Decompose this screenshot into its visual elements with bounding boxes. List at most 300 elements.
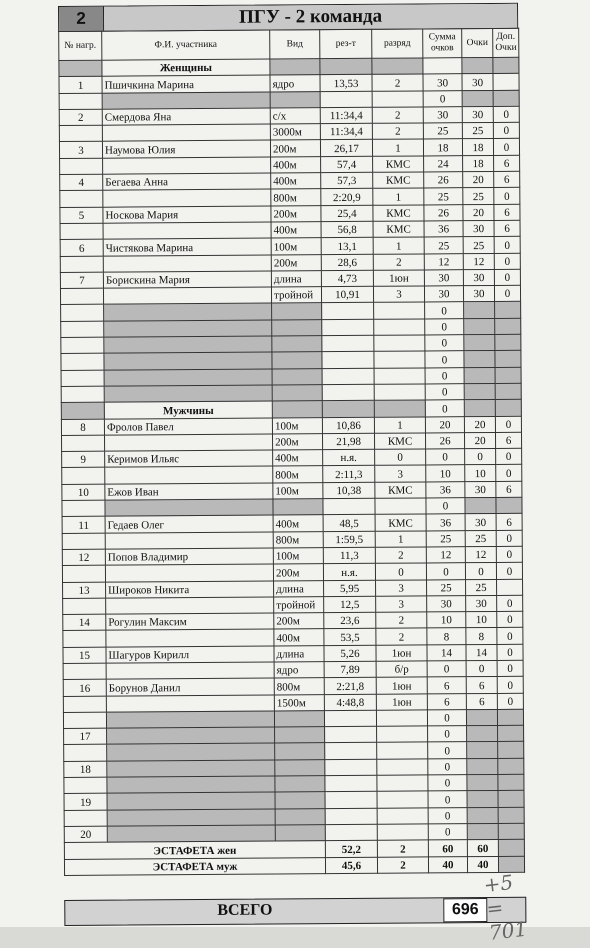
cell-result: 13,53 <box>320 75 372 92</box>
cell-rank: 1юн <box>373 270 424 287</box>
section-extra-cell <box>495 400 521 416</box>
cell-num: 19 <box>64 794 107 811</box>
cell-extra <box>493 90 519 106</box>
cell-name <box>103 189 271 206</box>
cell-extra: 0 <box>497 628 523 644</box>
cell-rank: 1юн <box>376 677 427 694</box>
cell-extra: 0 <box>493 122 519 138</box>
cell-num: 1 <box>59 76 102 93</box>
cell-sum: 0 <box>428 758 467 775</box>
cell-sum: 36 <box>426 514 465 531</box>
header-event: Вид <box>270 30 320 59</box>
cell-rank: 2 <box>373 254 424 271</box>
cell-rank: 2 <box>376 628 427 645</box>
cell-result: 7,89 <box>324 661 376 678</box>
cell-sum: 26 <box>424 172 463 189</box>
cell-num <box>62 468 105 485</box>
section-sum-cell <box>423 58 462 75</box>
cell-rank: 2 <box>376 612 427 629</box>
cell-points <box>462 90 493 107</box>
cell-extra <box>495 383 521 399</box>
cell-name <box>107 760 275 777</box>
section-title: Женщины <box>102 59 270 76</box>
cell-rank: 1 <box>374 416 425 433</box>
cell-rank <box>377 775 428 792</box>
section-points-cell <box>462 57 493 74</box>
cell-name <box>105 499 273 516</box>
results-table <box>58 28 525 876</box>
cell-points <box>467 726 498 743</box>
cell-extra: 0 <box>496 562 522 578</box>
cell-rank: КМС <box>373 156 424 173</box>
cell-rank <box>372 91 423 108</box>
cell-sum: 0 <box>428 807 467 824</box>
header-result: рез-т <box>320 29 372 58</box>
cell-event: тройной <box>274 596 324 613</box>
cell-num <box>61 435 104 452</box>
cell-event <box>275 743 325 760</box>
cell-extra: 0 <box>497 677 523 693</box>
total-row <box>64 897 526 926</box>
cell-extra: 0 <box>494 237 520 253</box>
cell-name: Гедаев Олег <box>105 515 273 532</box>
cell-result <box>325 808 377 825</box>
cell-event: ядро <box>274 662 324 679</box>
cell-event: 400м <box>273 515 323 532</box>
cell-result: 10,38 <box>323 482 375 499</box>
relay-points: 60 <box>467 840 498 857</box>
cell-points <box>464 383 495 400</box>
cell-num: 2 <box>59 109 102 126</box>
cell-points: 20 <box>463 172 494 189</box>
cell-points: 30 <box>463 269 494 286</box>
cell-event: длина <box>274 580 324 597</box>
cell-result <box>322 319 374 336</box>
cell-rank: 3 <box>376 579 427 596</box>
cell-name: Борунов Данил <box>106 678 274 695</box>
cell-result <box>322 335 374 352</box>
cell-points <box>464 367 495 384</box>
cell-sum: 20 <box>425 416 464 433</box>
cell-event <box>275 759 325 776</box>
cell-extra: 0 <box>494 285 520 301</box>
relay-result: 52,2 <box>325 841 377 858</box>
cell-num: 4 <box>60 174 103 191</box>
cell-event: 200м <box>274 613 324 630</box>
cell-result <box>325 726 377 743</box>
cell-num: 11 <box>62 516 105 533</box>
cell-extra <box>498 725 524 741</box>
section-event-cell <box>270 59 320 76</box>
cell-extra <box>493 74 519 90</box>
relay-extra <box>498 840 524 856</box>
section-sum-cell: 0 <box>425 400 464 417</box>
cell-num: 17 <box>64 728 107 745</box>
cell-num: 13 <box>63 582 106 599</box>
cell-event: 400м <box>271 222 321 239</box>
cell-name <box>106 711 274 728</box>
cell-extra: 0 <box>496 448 522 464</box>
cell-points: 20 <box>463 204 494 221</box>
cell-extra <box>495 367 521 383</box>
cell-event: с/х <box>270 108 320 125</box>
cell-sum: 24 <box>424 155 463 172</box>
cell-rank: КМС <box>373 205 424 222</box>
cell-extra <box>495 334 521 350</box>
cell-result: 11,3 <box>323 547 375 564</box>
team-title: ПГУ - 2 команда <box>104 4 517 31</box>
cell-extra <box>497 579 523 595</box>
cell-rank <box>376 710 427 727</box>
cell-event: 200м <box>273 564 323 581</box>
cell-num <box>61 337 104 354</box>
cell-name <box>107 825 275 842</box>
cell-event <box>273 499 323 516</box>
cell-sum: 10 <box>427 612 466 629</box>
cell-sum: 30 <box>423 74 462 91</box>
cell-points: 14 <box>466 644 497 661</box>
cell-sum: 0 <box>425 302 464 319</box>
cell-sum: 0 <box>423 90 462 107</box>
cell-rank <box>377 726 428 743</box>
cell-num <box>60 158 103 175</box>
cell-points: 18 <box>463 155 494 172</box>
cell-points: 30 <box>466 595 497 612</box>
cell-result <box>325 775 377 792</box>
cell-extra: 0 <box>496 465 522 481</box>
cell-rank: КМС <box>375 482 426 499</box>
cell-rank: 3 <box>376 596 427 613</box>
cell-points: 8 <box>466 628 497 645</box>
section-extra-cell <box>493 57 519 73</box>
cell-result: н.я. <box>323 449 375 466</box>
cell-points: 0 <box>465 563 496 580</box>
cell-points: 20 <box>464 416 495 433</box>
cell-name <box>105 466 273 483</box>
cell-extra: 0 <box>497 660 523 676</box>
cell-sum: 0 <box>428 824 467 841</box>
cell-result <box>325 759 377 776</box>
cell-event: ядро <box>270 75 320 92</box>
cell-points: 6 <box>466 677 497 694</box>
cell-rank <box>374 319 425 336</box>
header-num: № нагр. <box>59 31 102 60</box>
cell-extra <box>498 823 524 839</box>
cell-extra: 0 <box>497 611 523 627</box>
cell-result <box>322 384 374 401</box>
cell-points: 30 <box>462 106 493 123</box>
cell-num <box>59 125 102 142</box>
cell-sum: 8 <box>427 628 466 645</box>
cell-num <box>64 810 107 827</box>
cell-points: 25 <box>462 123 493 140</box>
cell-points <box>467 758 498 775</box>
cell-name <box>103 222 271 239</box>
cell-num <box>60 223 103 240</box>
cell-result <box>325 824 377 841</box>
cell-name <box>102 92 270 109</box>
cell-result: н.я. <box>323 564 375 581</box>
cell-result: 10,86 <box>322 417 374 434</box>
header-points: Очки <box>462 28 493 57</box>
cell-name <box>104 336 272 353</box>
cell-name <box>104 352 272 369</box>
cell-name: Чистякова Марина <box>103 238 271 255</box>
cell-name: Керимов Ильяс <box>105 450 273 467</box>
cell-points: 30 <box>463 286 494 303</box>
cell-num: 3 <box>59 142 102 159</box>
cell-sum: 0 <box>426 449 465 466</box>
relay-points: 40 <box>467 856 498 873</box>
cell-num <box>61 386 104 403</box>
cell-rank: 3 <box>375 465 426 482</box>
cell-rank: КМС <box>375 514 426 531</box>
cell-rank <box>375 498 426 515</box>
cell-rank: б/р <box>376 661 427 678</box>
cell-result: 2:11,3 <box>323 466 375 483</box>
cell-num <box>62 533 105 550</box>
cell-sum: 30 <box>423 107 462 124</box>
cell-extra: 0 <box>496 530 522 546</box>
cell-points: 10 <box>466 612 497 629</box>
cell-points: 10 <box>465 465 496 482</box>
cell-event <box>272 368 322 385</box>
cell-num <box>61 305 104 322</box>
cell-name: Носкова Мария <box>103 206 271 223</box>
cell-sum: 0 <box>427 710 466 727</box>
cell-extra: 6 <box>496 481 522 497</box>
cell-num: 20 <box>64 826 107 843</box>
cell-name <box>102 124 270 141</box>
cell-points <box>464 335 495 352</box>
cell-rank <box>374 335 425 352</box>
cell-extra: 6 <box>496 514 522 530</box>
cell-sum: 6 <box>427 677 466 694</box>
cell-name <box>106 695 274 712</box>
cell-sum: 25 <box>426 530 465 547</box>
cell-result <box>322 352 374 369</box>
cell-extra <box>495 302 521 318</box>
cell-event: 200м <box>270 140 320 157</box>
cell-sum: 14 <box>427 644 466 661</box>
cell-name <box>106 629 274 646</box>
cell-name: Широков Никита <box>106 581 274 598</box>
cell-event <box>274 711 324 728</box>
cell-result: 53,5 <box>324 629 376 646</box>
cell-extra: 0 <box>495 416 521 432</box>
cell-name <box>107 809 275 826</box>
cell-rank <box>377 824 428 841</box>
cell-sum: 30 <box>424 286 463 303</box>
cell-name <box>103 157 271 174</box>
cell-result: 2:21,8 <box>324 678 376 695</box>
handwritten-total-note: +5 = 701 <box>482 869 529 945</box>
cell-event <box>272 319 322 336</box>
cell-result: 23,6 <box>324 612 376 629</box>
cell-result: 48,5 <box>323 515 375 532</box>
cell-num <box>60 256 103 273</box>
cell-rank <box>374 368 425 385</box>
cell-name <box>105 564 273 581</box>
cell-name <box>104 303 272 320</box>
relay-row <box>64 856 524 876</box>
cell-points <box>467 807 498 824</box>
cell-event: 100м <box>271 238 321 255</box>
cell-result: 5,26 <box>324 645 376 662</box>
cell-name <box>107 727 275 744</box>
relay-label: ЭСТАФЕТА жен <box>64 841 325 859</box>
cell-name <box>103 287 271 304</box>
cell-rank: 1юн <box>376 645 427 662</box>
cell-result: 28,6 <box>321 254 373 271</box>
cell-event: 100м <box>272 417 322 434</box>
cell-sum: 6 <box>427 693 466 710</box>
cell-extra: 0 <box>493 139 519 155</box>
cell-name <box>105 532 273 549</box>
cell-event: 800м <box>274 678 324 695</box>
section-title: Мужчины <box>104 401 272 418</box>
cell-points <box>467 742 498 759</box>
cell-sum: 18 <box>423 139 462 156</box>
cell-points: 0 <box>465 449 496 466</box>
cell-result: 12,5 <box>324 596 376 613</box>
cell-result <box>325 792 377 809</box>
cell-sum: 0 <box>425 351 464 368</box>
cell-event <box>275 808 325 825</box>
cell-extra <box>495 318 521 334</box>
cell-num <box>63 631 106 648</box>
cell-sum: 25 <box>424 237 463 254</box>
cell-points <box>466 709 497 726</box>
cell-num <box>60 191 103 208</box>
cell-name: Смердова Яна <box>102 108 270 125</box>
cell-points: 12 <box>465 546 496 563</box>
cell-extra: 6 <box>494 204 520 220</box>
cell-num: 5 <box>60 207 103 224</box>
cell-result: 13,1 <box>321 238 373 255</box>
cell-event: 100м <box>273 548 323 565</box>
cell-result: 57,4 <box>321 156 373 173</box>
cell-event <box>275 776 325 793</box>
cell-result <box>324 710 376 727</box>
cell-extra: 6 <box>494 155 520 171</box>
cell-sum: 0 <box>428 775 467 792</box>
cell-rank <box>374 351 425 368</box>
cell-points <box>467 775 498 792</box>
cell-name <box>104 434 272 451</box>
cell-result: 10,91 <box>321 286 373 303</box>
cell-sum: 30 <box>424 270 463 287</box>
cell-extra: 6 <box>495 432 521 448</box>
cell-rank: 2 <box>372 123 423 140</box>
cell-rank <box>377 808 428 825</box>
cell-rank: 3 <box>373 286 424 303</box>
cell-rank: 2 <box>375 547 426 564</box>
header-extra: Доп. Очки <box>493 28 519 57</box>
cell-event: 400м <box>273 450 323 467</box>
cell-result <box>323 498 375 515</box>
cell-extra: 0 <box>493 106 519 122</box>
cell-rank: КМС <box>374 433 425 450</box>
header-row <box>59 28 519 60</box>
cell-rank: 1 <box>373 237 424 254</box>
relay-sum: 40 <box>428 856 467 873</box>
cell-num: 12 <box>62 549 105 566</box>
cell-extra <box>498 807 524 823</box>
cell-rank: 0 <box>375 449 426 466</box>
cell-num <box>61 370 104 387</box>
cell-event <box>272 303 322 320</box>
cell-extra <box>498 791 524 807</box>
cell-sum: 12 <box>426 547 465 564</box>
cell-name <box>107 743 275 760</box>
cell-points: 30 <box>463 220 494 237</box>
cell-sum: 30 <box>427 595 466 612</box>
cell-result: 11:34,4 <box>320 107 372 124</box>
cell-num: 16 <box>63 679 106 696</box>
cell-rank: 1 <box>375 531 426 548</box>
cell-num: 10 <box>62 484 105 501</box>
cell-event: 100м <box>273 482 323 499</box>
cell-num <box>61 321 104 338</box>
cell-event: 3000м <box>270 124 320 141</box>
cell-event: тройной <box>271 287 321 304</box>
cell-event: 200м <box>271 254 321 271</box>
relay-label: ЭСТАФЕТА муж <box>64 857 325 875</box>
cell-extra: 0 <box>494 269 520 285</box>
cell-rank: КМС <box>373 172 424 189</box>
cell-rank <box>377 791 428 808</box>
cell-result: 56,8 <box>321 221 373 238</box>
cell-points: 25 <box>466 579 497 596</box>
cell-points: 12 <box>463 253 494 270</box>
cell-num: 6 <box>60 239 103 256</box>
cell-rank: 1 <box>373 188 424 205</box>
cell-result: 26,17 <box>320 140 372 157</box>
cell-sum: 0 <box>425 367 464 384</box>
cell-result <box>322 303 374 320</box>
cell-result <box>320 91 372 108</box>
cell-extra: 0 <box>497 693 523 709</box>
cell-extra: 0 <box>496 546 522 562</box>
cell-name <box>107 792 275 809</box>
cell-rank: 0 <box>375 563 426 580</box>
cell-num: 7 <box>60 272 103 289</box>
cell-name: Шагуров Кирилл <box>106 646 274 663</box>
cell-event: длина <box>274 645 324 662</box>
cell-rank: 2 <box>372 74 423 91</box>
cell-rank: 1 <box>372 139 423 156</box>
cell-points <box>464 302 495 319</box>
cell-event: 800м <box>271 189 321 206</box>
cell-result <box>322 368 374 385</box>
cell-sum: 0 <box>425 335 464 352</box>
cell-num: 8 <box>61 419 104 436</box>
cell-sum: 0 <box>425 318 464 335</box>
cell-name: Пшичкина Марина <box>102 75 270 92</box>
cell-name <box>104 369 272 386</box>
section-result-cell <box>320 58 372 75</box>
cell-points: 18 <box>462 139 493 156</box>
cell-num <box>63 598 106 615</box>
total-value: 696 <box>443 898 487 922</box>
cell-event: 800м <box>273 531 323 548</box>
cell-name: Попов Владимир <box>105 548 273 565</box>
cell-event: 400м <box>271 156 321 173</box>
relay-rank: 2 <box>377 856 428 873</box>
cell-num <box>62 500 105 517</box>
cell-name <box>106 597 274 614</box>
